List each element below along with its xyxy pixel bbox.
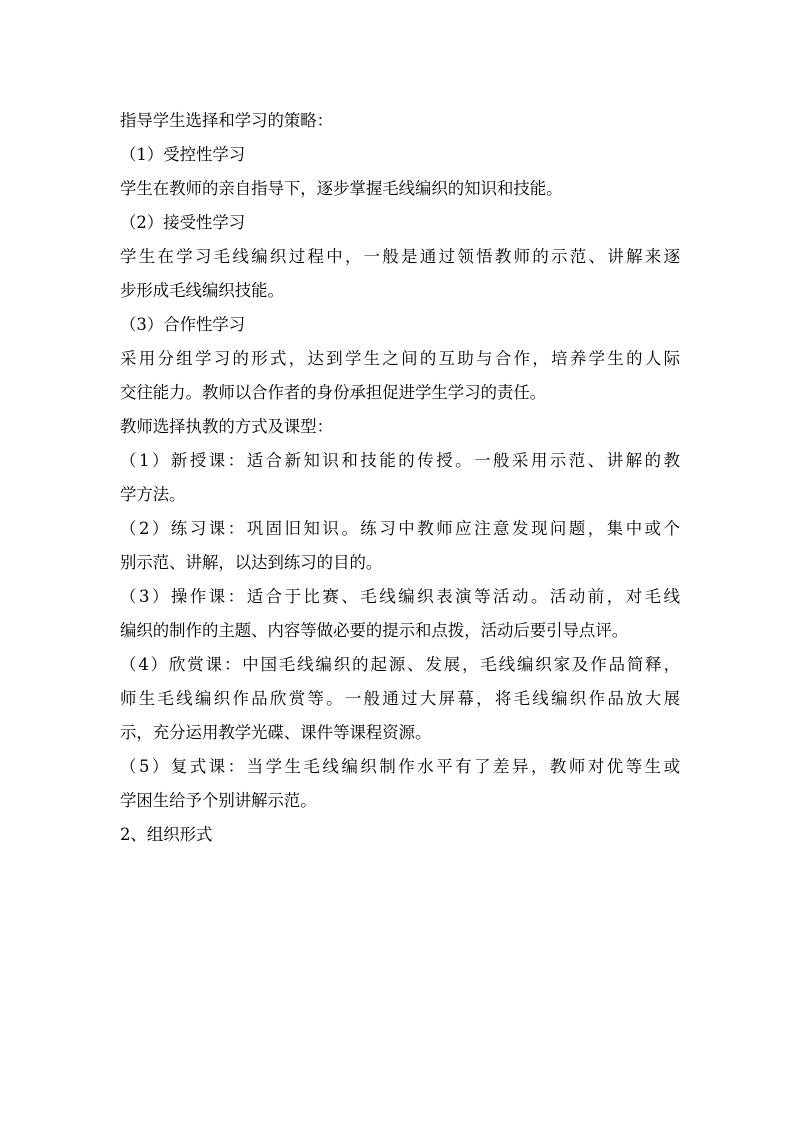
paragraph-line: 学生在教师的亲自指导下，逐步掌握毛线编织的知识和技能。 [120,179,563,198]
paragraph-line: 步形成毛线编织技能。 [120,281,284,300]
paragraph-line: （3）操作课：适合于比赛、毛线编织表演等活动。活动前，对毛线 [120,587,680,606]
paragraph-line: （5）复式课：当学生毛线编织制作水平有了差异，教师对优等生或 [120,757,680,776]
paragraph-line: 别示范、讲解，以达到练习的目的。 [120,553,383,572]
paragraph-line: 示，充分运用教学光碟、课件等课程资源。 [120,723,432,742]
paragraph-line: （2）练习课：巩固旧知识。练习中教师应注意发现问题，集中或个 [120,519,680,538]
section-heading-strategies: 指导学生选择和学习的策略： [120,111,334,130]
paragraph-line: （4）欣赏课：中国毛线编织的起源、发展，毛线编织家及作品简释， [120,655,680,674]
paragraph-line: 学生在学习毛线编织过程中，一般是通过领悟教师的示范、讲解来逐 [120,247,680,266]
subheading-receptive-learning: （2）接受性学习 [120,213,246,232]
paragraph-line: 学困生给予个别讲解示范。 [120,791,317,810]
document-body [120,104,680,852]
section-heading-lesson-types: 教师选择执教的方式及课型： [120,417,334,436]
subheading-cooperative-learning: （3）合作性学习 [120,315,246,334]
subheading-controlled-learning: （1）受控性学习 [120,145,246,164]
paragraph-line: 学方法。 [120,485,186,504]
paragraph-line: 师生毛线编织作品欣赏等。一般通过大屏幕，将毛线编织作品放大展 [120,689,680,708]
paragraph-line: 采用分组学习的形式，达到学生之间的互助与合作，培养学生的人际 [120,349,680,368]
paragraph-line: 编织的制作的主题、内容等做必要的提示和点拨，活动后要引导点评。 [120,621,629,640]
paragraph-line: （1）新授课：适合新知识和技能的传授。一般采用示范、讲解的教 [120,451,680,470]
section-heading-organization-form: 2、组织形式 [120,825,213,844]
paragraph-line: 交往能力。教师以合作者的身份承担促进学生学习的责任。 [120,383,547,402]
